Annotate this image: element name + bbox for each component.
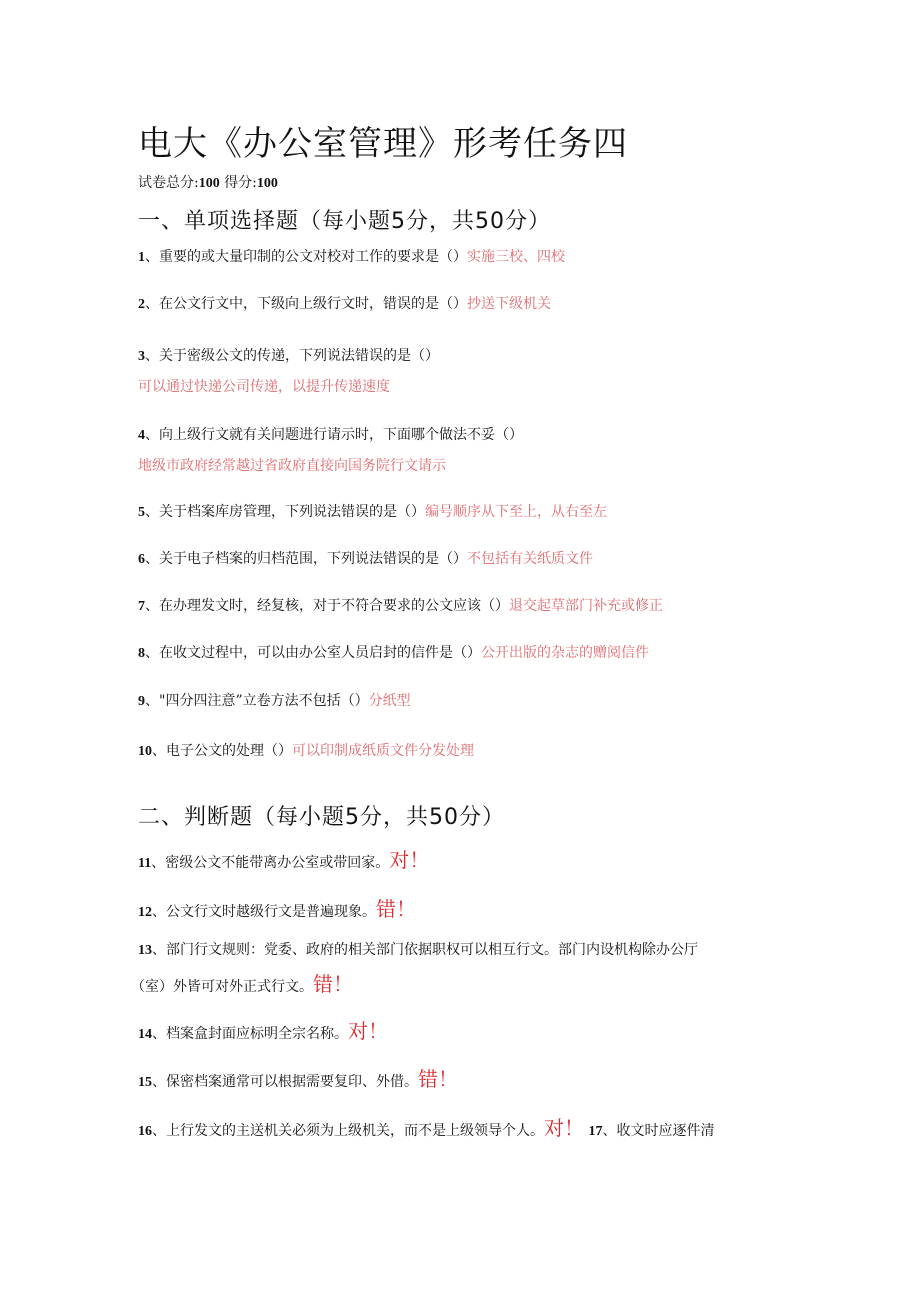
question-answer: 可以通过快递公司传递，以提升传递速度 <box>138 379 390 395</box>
question-item <box>138 1118 714 1142</box>
question-item <box>138 549 593 570</box>
question-number: 4 <box>138 428 145 443</box>
question-answer: 对！ <box>544 1116 584 1140</box>
question-answer: 编号顺序从下至上，从右至左 <box>425 504 607 520</box>
score-got-value: 100 <box>256 176 278 191</box>
question-text: （室）外皆可对外正式行文。 <box>131 979 313 995</box>
question-text: 、在公文行文中，下级向上级行文时，错误的是（） <box>145 296 467 312</box>
question-text: 、在办理发文时，经复核，对于不符合要求的公文应该（） <box>145 598 509 614</box>
score-got-label: 得分: <box>219 175 257 191</box>
question-answer: 错！ <box>418 1067 458 1091</box>
question-text: 、档案盒封面应标明全宗名称。 <box>152 1026 348 1042</box>
question-item <box>138 850 429 874</box>
question-number: 11 <box>138 856 152 871</box>
question-answer: 退交起草部门补充或修正 <box>509 598 663 614</box>
question-answer: 抄送下级机关 <box>467 296 551 312</box>
section-title-single-choice: 一、单项选择题（每小题5分，共50分） <box>138 209 551 234</box>
question-text-continued <box>131 974 353 997</box>
question-item <box>138 425 523 446</box>
question-answer: 对！ <box>348 1019 388 1043</box>
question-text: 、保密档案通常可以根据需要复印、外借。 <box>152 1074 418 1090</box>
question-number: 5 <box>138 505 145 520</box>
question-number: 7 <box>138 599 145 614</box>
question-text: 、"四分四注意”立卷方法不包括（） <box>145 693 369 709</box>
question-text: 、电子公文的处理（） <box>152 743 292 759</box>
question-number: 9 <box>138 694 145 709</box>
question-answer: 实施三校、四校 <box>467 249 565 265</box>
question-item <box>138 741 474 762</box>
question-text: 、在收文过程中，可以由办公室人员启封的信件是（） <box>145 645 481 661</box>
question-number: 13 <box>138 943 152 958</box>
question-answer: 对！ <box>389 848 430 872</box>
section-title-true-false: 二、判断题（每小题5分，共50分） <box>138 805 505 830</box>
question-text: 、关于档案库房管理，下列说法错误的是（） <box>145 504 425 520</box>
question-number: 2 <box>138 297 145 312</box>
question-text: 、收文时应逐件清 <box>602 1123 715 1139</box>
question-item <box>138 294 551 315</box>
question-text: 、密级公文不能带离办公室或带回家。 <box>151 855 390 871</box>
question-text: 、关于电子档案的归档范围，下列说法错误的是（） <box>145 551 467 567</box>
question-item <box>138 1021 388 1045</box>
question-answer: 可以印制成纸质文件分发处理 <box>292 743 474 759</box>
question-item <box>138 596 663 617</box>
question-number: 6 <box>138 552 145 567</box>
question-number: 12 <box>138 905 152 920</box>
question-number: 1 <box>138 250 145 265</box>
question-text: 、部门行文规则：党委、政府的相关部门依据职权可以相互行文。部门内设机构除办公厅 <box>152 942 698 958</box>
question-text: 、公文行文时越级行文是普遍现象。 <box>152 904 376 920</box>
question-answer: 不包括有关纸质文件 <box>467 551 593 567</box>
question-item <box>138 346 439 367</box>
question-item <box>138 247 565 268</box>
question-text: 、上行发文的主送机关必须为上级机关，而不是上级领导个人。 <box>152 1123 544 1139</box>
question-item <box>138 1069 458 1093</box>
question-number: 14 <box>138 1027 152 1042</box>
question-text: 、重要的或大量印制的公文对校对工作的要求是（） <box>145 249 467 265</box>
score-line <box>138 172 278 192</box>
score-total-label: 试卷总分: <box>138 175 199 191</box>
question-item <box>138 899 416 923</box>
doc-title: 电大《办公室管理》形考任务四 <box>138 124 628 164</box>
question-item <box>138 940 698 961</box>
question-number: 17 <box>588 1124 603 1139</box>
question-number: 15 <box>138 1075 152 1090</box>
score-total-value: 100 <box>198 176 220 191</box>
question-answer: 地级市政府经常越过省政府直接向国务院行文请示 <box>138 458 446 474</box>
question-number: 3 <box>138 349 145 364</box>
question-text: 、关于密级公文的传递，下列说法错误的是（） <box>145 348 439 364</box>
question-item <box>138 502 607 523</box>
question-number: 16 <box>138 1124 152 1139</box>
question-number: 8 <box>138 646 145 661</box>
question-answer: 错！ <box>376 897 416 921</box>
question-number: 10 <box>138 744 152 759</box>
question-item <box>138 691 411 712</box>
question-answer: 错！ <box>313 972 353 996</box>
question-text: 、向上级行文就有关问题进行请示时，下面哪个做法不妥（） <box>145 427 523 443</box>
question-answer: 公开出版的杂志的赠阅信件 <box>481 645 649 661</box>
question-answer: 分纸型 <box>368 693 411 709</box>
question-item <box>138 643 649 664</box>
